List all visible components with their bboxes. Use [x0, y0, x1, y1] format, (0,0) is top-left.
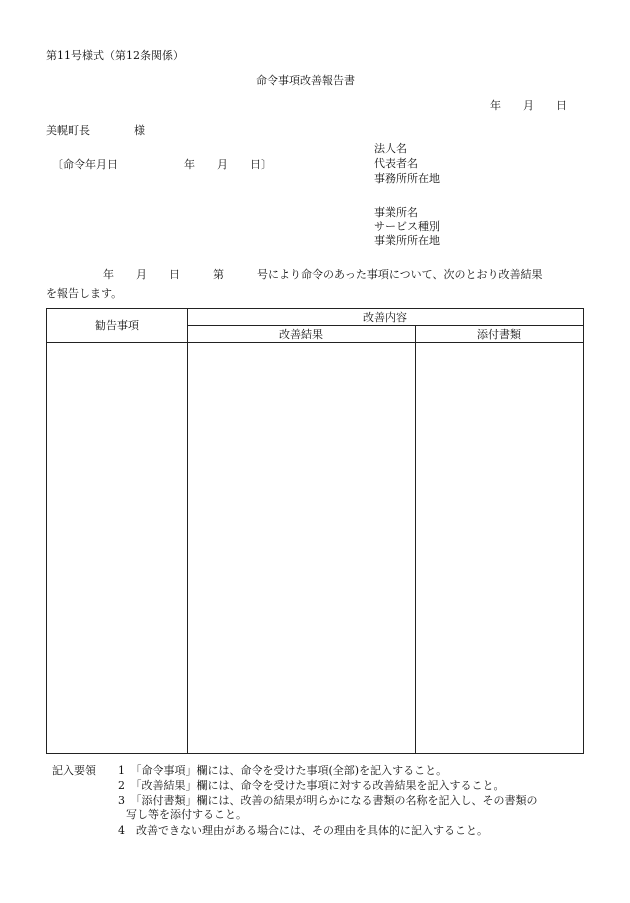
body-text-line2: を報告します。: [46, 287, 123, 300]
note-item: 4 改善できない理由がある場合には、その理由を具体的に記入すること。: [118, 824, 488, 837]
cell-result-input[interactable]: [188, 343, 415, 753]
representative-label: 代表者名: [374, 157, 418, 170]
col-header-attachments: 添付書類: [477, 328, 521, 341]
business-address-label: 事業所所在地: [374, 234, 440, 247]
col-header-result: 改善結果: [279, 328, 323, 341]
notes-heading: 記入要領: [52, 764, 96, 777]
group-header-improvement: 改善内容: [363, 311, 407, 324]
body-text-line1: 年 月 日 第 号により命令のあった事項について、次のとおり改善結果: [103, 268, 543, 281]
cell-attachments-input[interactable]: [416, 343, 583, 753]
office-address-label: 事務所所在地: [374, 172, 440, 185]
cell-recommendation-input[interactable]: [47, 343, 187, 753]
table-divider: [187, 325, 583, 326]
recipient: 美幌町長 様: [46, 124, 145, 137]
report-date: 年 月 日: [490, 99, 567, 112]
corporation-name-label: 法人名: [374, 142, 407, 155]
improvement-table: [46, 308, 584, 754]
business-name-label: 事業所名: [374, 206, 418, 219]
col-header-recommendation: 勧告事項: [95, 319, 139, 332]
document-title: 命令事項改善報告書: [256, 74, 355, 87]
service-type-label: サービス種別: [374, 220, 440, 233]
note-item: 2 「改善結果」欄には、命令を受けた事項に対する改善結果を記入すること。: [118, 779, 505, 792]
note-item: 3 「添付書類」欄には、改善の結果が明らかになる書類の名称を記入し、その書類の: [118, 794, 538, 807]
form-number: 第11号様式（第12条関係）: [46, 49, 184, 62]
order-date: 〔命令年月日 年 月 日〕: [52, 158, 272, 171]
note-item: 1 「命令事項」欄には、命令を受けた事項(全部)を記入すること。: [118, 764, 448, 777]
note-item-continuation: 写し等を添付すること。: [126, 808, 247, 821]
